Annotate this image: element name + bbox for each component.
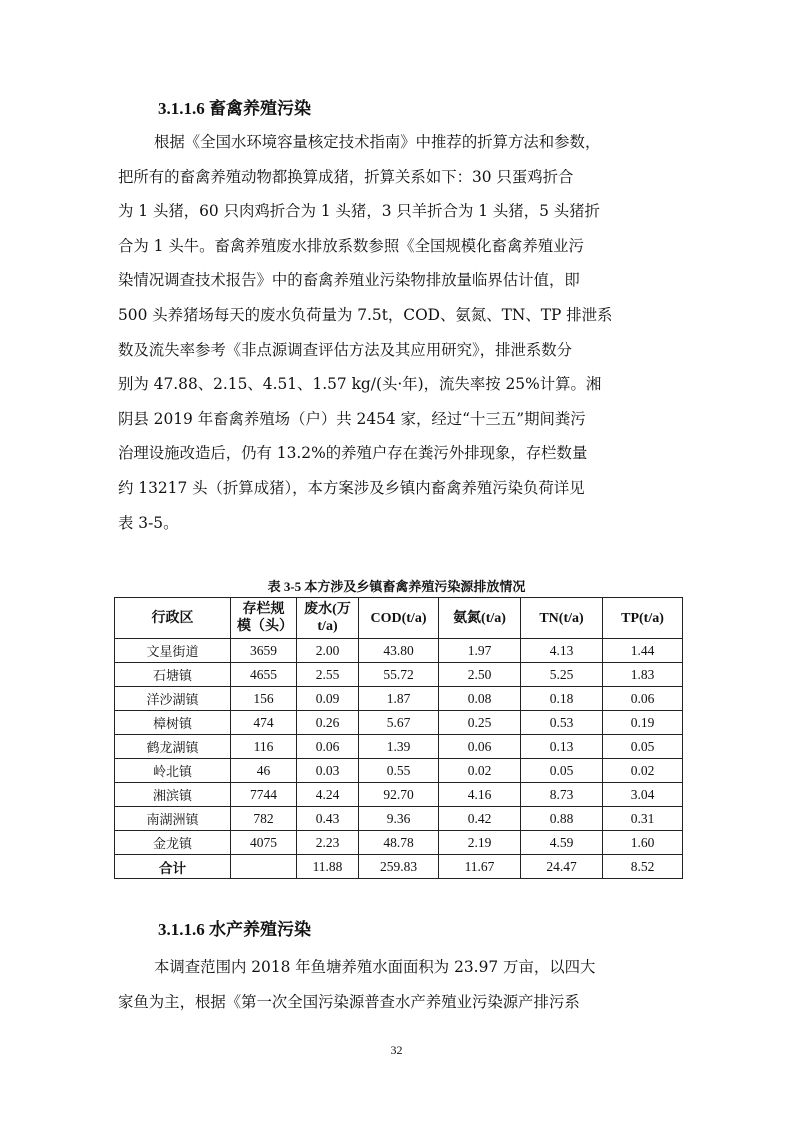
table-cell: 1.60	[603, 831, 683, 855]
table-cell: 3659	[231, 639, 297, 663]
table-cell: 0.08	[439, 687, 521, 711]
table-cell: 0.06	[297, 735, 359, 759]
section-heading-livestock: 3.1.1.6 畜禽养殖污染	[158, 99, 311, 118]
table-row	[115, 783, 683, 807]
table-cell: 4075	[231, 831, 297, 855]
header-cell: TP(t/a)	[603, 598, 683, 639]
text-line: 阴县 2019 年畜禽养殖场（户）共 2454 家，经过“十三五”期间粪污	[118, 409, 586, 428]
table-cell: 5.67	[359, 711, 439, 735]
text-line: 数及流失率参考《非点源调查评估方法及其应用研究》，排泄系数分	[118, 340, 573, 359]
table-cell: 0.43	[297, 807, 359, 831]
table-cell: 湘滨镇	[115, 783, 231, 807]
table-cell: 3.04	[603, 783, 683, 807]
table-cell: 1.44	[603, 639, 683, 663]
table-cell: 48.78	[359, 831, 439, 855]
table-cell: 5.25	[521, 663, 603, 687]
header-cell: TN(t/a)	[521, 598, 603, 639]
table-cell: 0.26	[297, 711, 359, 735]
text-line: 500 头养猪场每天的废水负荷量为 7.5t，COD、氨氮、TN、TP 排泄系	[118, 305, 613, 324]
livestock-paragraph	[118, 125, 678, 540]
table-cell: 1.39	[359, 735, 439, 759]
table-cell: 岭北镇	[115, 759, 231, 783]
table-header-row	[115, 598, 683, 639]
table-cell: 46	[231, 759, 297, 783]
text-line: 为 1 头猪，60 只肉鸡折合为 1 头猪，3 只羊折合为 1 头猪，5 头猪折	[118, 202, 600, 221]
table-cell: 0.18	[521, 687, 603, 711]
table-cell: 1.83	[603, 663, 683, 687]
table-row	[115, 639, 683, 663]
table-cell: 0.31	[603, 807, 683, 831]
section-heading-aquaculture: 3.1.1.6 水产养殖污染	[158, 920, 311, 939]
table-cell: 0.42	[439, 807, 521, 831]
table-cell: 2.23	[297, 831, 359, 855]
table-row	[115, 663, 683, 687]
aquaculture-paragraph	[118, 950, 678, 1019]
table-cell: 1.87	[359, 687, 439, 711]
text-line: 别为 47.88、2.15、4.51、1.57 kg/(头·年)，流失率按 25%计算。湘	[118, 375, 602, 394]
table-cell: 9.36	[359, 807, 439, 831]
table-cell: 0.03	[297, 759, 359, 783]
header-cell: 废水(万 t/a)	[297, 598, 359, 639]
livestock-pollution-table	[114, 597, 683, 879]
table-cell: 2.19	[439, 831, 521, 855]
table-cell: 1.97	[439, 639, 521, 663]
total-label-cell: 合计	[115, 855, 231, 879]
table-row	[115, 759, 683, 783]
table-row	[115, 735, 683, 759]
table-cell: 0.06	[603, 687, 683, 711]
table-cell: 0.88	[521, 807, 603, 831]
table-cell: 4.24	[297, 783, 359, 807]
table-row	[115, 711, 683, 735]
table-cell: 4.16	[439, 783, 521, 807]
text-line: 把所有的畜禽养殖动物都换算成猪，折算关系如下：30 只蛋鸡折合	[118, 167, 574, 186]
table-cell: 2.55	[297, 663, 359, 687]
table-cell: 8.52	[603, 855, 683, 879]
table-cell: 0.09	[297, 687, 359, 711]
text-line: 表 3-5。	[118, 513, 179, 532]
table-cell: 0.02	[439, 759, 521, 783]
table-cell: 0.55	[359, 759, 439, 783]
text-line: 治理设施改造后，仍有 13.2%的养殖户存在粪污外排现象，存栏数量	[118, 444, 588, 463]
table-cell: 0.05	[603, 735, 683, 759]
table-cell: 洋沙湖镇	[115, 687, 231, 711]
table-cell: 0.05	[521, 759, 603, 783]
table-row	[115, 687, 683, 711]
text-line: 本调查范围内 2018 年鱼塘养殖水面面积为 23.97 万亩，以四大	[154, 958, 596, 976]
text-line: 染情况调查技术报告》中的畜禽养殖业污染物排放量临界估计值，即	[118, 271, 580, 290]
table-cell: 11.88	[297, 855, 359, 879]
table-cell: 4.13	[521, 639, 603, 663]
table-cell: 156	[231, 687, 297, 711]
table-cell: 石塘镇	[115, 663, 231, 687]
table-cell: 0.19	[603, 711, 683, 735]
table-total-row	[115, 855, 683, 879]
table-cell: 2.50	[439, 663, 521, 687]
table-row	[115, 807, 683, 831]
table-cell: 0.06	[439, 735, 521, 759]
header-cell: 存栏规模（头）	[231, 598, 297, 639]
table-cell: 樟树镇	[115, 711, 231, 735]
header-cell: 行政区	[115, 598, 231, 639]
table-cell: 43.80	[359, 639, 439, 663]
table-cell: 474	[231, 711, 297, 735]
table-cell: 0.13	[521, 735, 603, 759]
table-cell: 259.83	[359, 855, 439, 879]
table-cell: 92.70	[359, 783, 439, 807]
table-cell: 24.47	[521, 855, 603, 879]
table-cell: 7744	[231, 783, 297, 807]
table-cell: 782	[231, 807, 297, 831]
table-cell: 4.59	[521, 831, 603, 855]
table-cell: 0.25	[439, 711, 521, 735]
text-line: 家鱼为主，根据《第一次全国污染源普查水产养殖业污染源产排污系	[118, 992, 580, 1011]
text-line: 合为 1 头牛。畜禽养殖废水排放系数参照《全国规模化畜禽养殖业污	[118, 236, 584, 255]
table-cell: 11.67	[439, 855, 521, 879]
table-cell: 116	[231, 735, 297, 759]
table-cell	[231, 855, 297, 879]
table-cell: 文星街道	[115, 639, 231, 663]
table-cell: 8.73	[521, 783, 603, 807]
page-number: 32	[390, 1043, 403, 1057]
table-cell: 55.72	[359, 663, 439, 687]
header-cell: COD(t/a)	[359, 598, 439, 639]
table-cell: 鹤龙湖镇	[115, 735, 231, 759]
table-cell: 0.53	[521, 711, 603, 735]
table-cell: 2.00	[297, 639, 359, 663]
table-row	[115, 831, 683, 855]
table-cell: 南湖洲镇	[115, 807, 231, 831]
table-cell: 金龙镇	[115, 831, 231, 855]
table-cell: 0.02	[603, 759, 683, 783]
header-cell: 氨氮(t/a)	[439, 598, 521, 639]
table-caption: 表 3-5 本方涉及乡镇畜禽养殖污染源排放情况	[267, 579, 526, 594]
text-line: 约 13217 头（折算成猪），本方案涉及乡镇内畜禽养殖污染负荷详见	[118, 478, 585, 497]
table-cell: 4655	[231, 663, 297, 687]
text-line: 根据《全国水环境容量核定技术指南》中推荐的折算方法和参数，	[154, 133, 601, 151]
